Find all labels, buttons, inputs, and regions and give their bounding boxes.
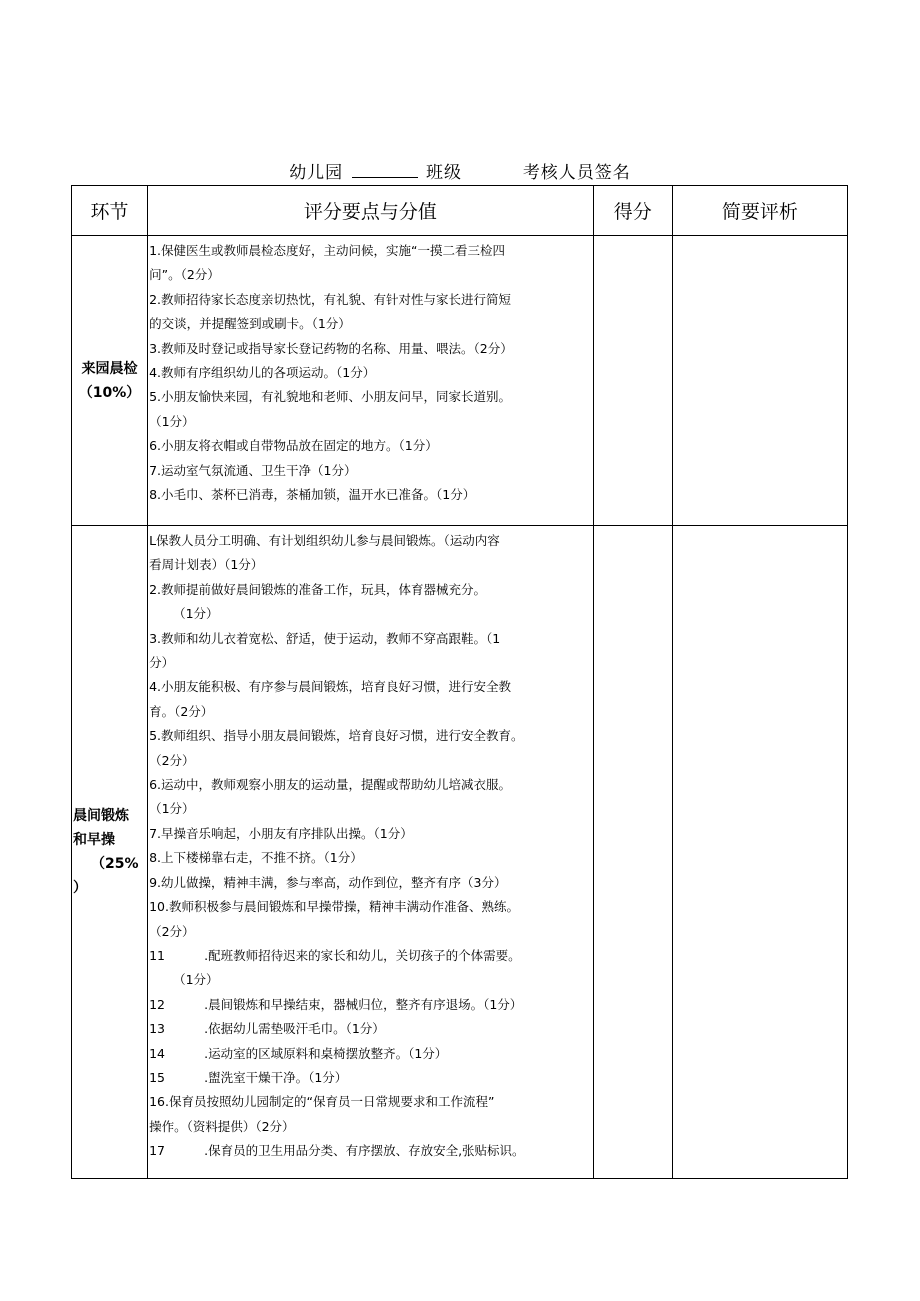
list-item: 6.运动中，教师观察小朋友的运动量，提醒或帮助幼儿培减衣服。 （1分） [149,777,512,817]
list-item: 4.小朋友能积极、有序参与晨间锻炼，培育良好习惯，进行安全教 育。（2分） [149,679,512,719]
section-name: 来园晨检 [81,360,138,377]
section-weight-line2: ） [73,879,87,896]
list-item: 14 .运动室的区域原料和桌椅摆放整齐。（1分） [149,1045,448,1061]
list-item: 10.教师积极参与晨间锻炼和早操带操，精神丰满动作准备、熟练。 （2分） [149,899,519,939]
class-label: 班级 [426,163,462,183]
comment-cell-morning-check[interactable] [672,236,847,526]
list-item: 4.教师有序组织幼儿的各项运动。（1分） [149,365,376,381]
list-item: 3.教师及时登记或指导家长登记药物的名称、用量、喂法。（2分） [149,340,513,356]
list-item: 8.小毛巾、茶杯已消毒，茶桶加锁，温开水已准备。（1分） [149,487,476,503]
list-item: 2.教师提前做好晨间锻炼的准备工作，玩具，体育器械充分。 （1分） [149,581,487,622]
column-header-comment: 简要评析 [672,186,847,236]
table-header-row [72,186,848,236]
list-item: 1.保健医生或教师晨检态度好，主动问候，实施“一摸二看三检四 问”。（2分） [149,243,505,283]
list-item: 11 .配班教师招待迟来的家长和幼儿，关切孩子的个体需要。 （1分） [149,947,521,988]
table-row-morning-exercise [72,526,848,1179]
criteria-list-morning-exercise [148,526,594,1179]
table-row-morning-check [72,236,848,526]
list-item: 5.小朋友愉快来园，有礼貌地和老师、小朋友问早，同家长道别。 （1分） [149,389,512,429]
section-name-line2: 和早操 [73,831,115,848]
kindergarten-label: 幼儿园 [289,163,344,183]
column-header-score: 得分 [593,186,672,236]
list-item: 2.教师招待家长态度亲切热忱，有礼貌、有针对性与家长进行简短 的交谈，并提醒签到或刷卡。（1分） [149,291,512,332]
form-header [0,158,920,183]
list-item: 5.教师组织、指导小朋友晨间锻炼，培育良好习惯，进行安全教育。 （2分） [149,728,524,768]
score-cell-morning-exercise[interactable] [593,526,672,1179]
assessment-table [71,185,848,1179]
class-blank-field[interactable] [352,163,418,178]
section-name-line1: 晨间锻炼 [73,807,129,824]
list-item: 15 .盥洗室干燥干净。（1分） [149,1069,348,1085]
assessor-signature-label: 考核人员签名 [522,163,631,183]
list-item: 7.运动室气氛流通、卫生干净（1分） [149,462,357,478]
score-cell-morning-check[interactable] [593,236,672,526]
column-header-criteria: 评分要点与分值 [148,186,594,236]
section-weight-line1: （25% [91,855,139,872]
list-item: 17 .保育员的卫生用品分类、有序摆放、存放安全,张贴标识。 [149,1143,525,1159]
section-label-morning-exercise [72,526,148,1179]
section-label-morning-check [72,236,148,526]
list-item: 7.早操音乐响起，小朋友有序排队出操。（1分） [149,825,413,841]
list-item: 8.上下楼梯靠右走，不推不挤。（1分） [149,850,363,866]
list-item: L保教人员分工明确、有计划组织幼儿参与晨间锻炼。（运动内容 看周计划表）（1分） [149,533,500,573]
criteria-list-morning-check [148,236,594,526]
section-weight: （10%） [78,384,141,401]
comment-cell-morning-exercise[interactable] [672,526,847,1179]
list-item: 16.保育员按照幼儿园制定的“保育员一日常规要求和工作流程” 操作。（资料提供）（2分） [149,1094,495,1134]
list-item: 6.小朋友将衣帽或自带物品放在固定的地方。（1分） [149,438,438,454]
list-item: 9.幼儿做操，精神丰满，参与率高，动作到位，整齐有序（3分） [149,874,507,890]
list-item: 3.教师和幼儿衣着宽松、舒适，使于运动，教师不穿高跟鞋。（1 分） [149,630,501,671]
column-header-stage: 环节 [72,186,148,236]
list-item: 12 .晨间锻炼和早操结束，器械归位，整齐有序退场。（1分） [149,996,523,1012]
list-item: 13 .依据幼儿需垫吸汗毛巾。（1分） [149,1021,385,1037]
